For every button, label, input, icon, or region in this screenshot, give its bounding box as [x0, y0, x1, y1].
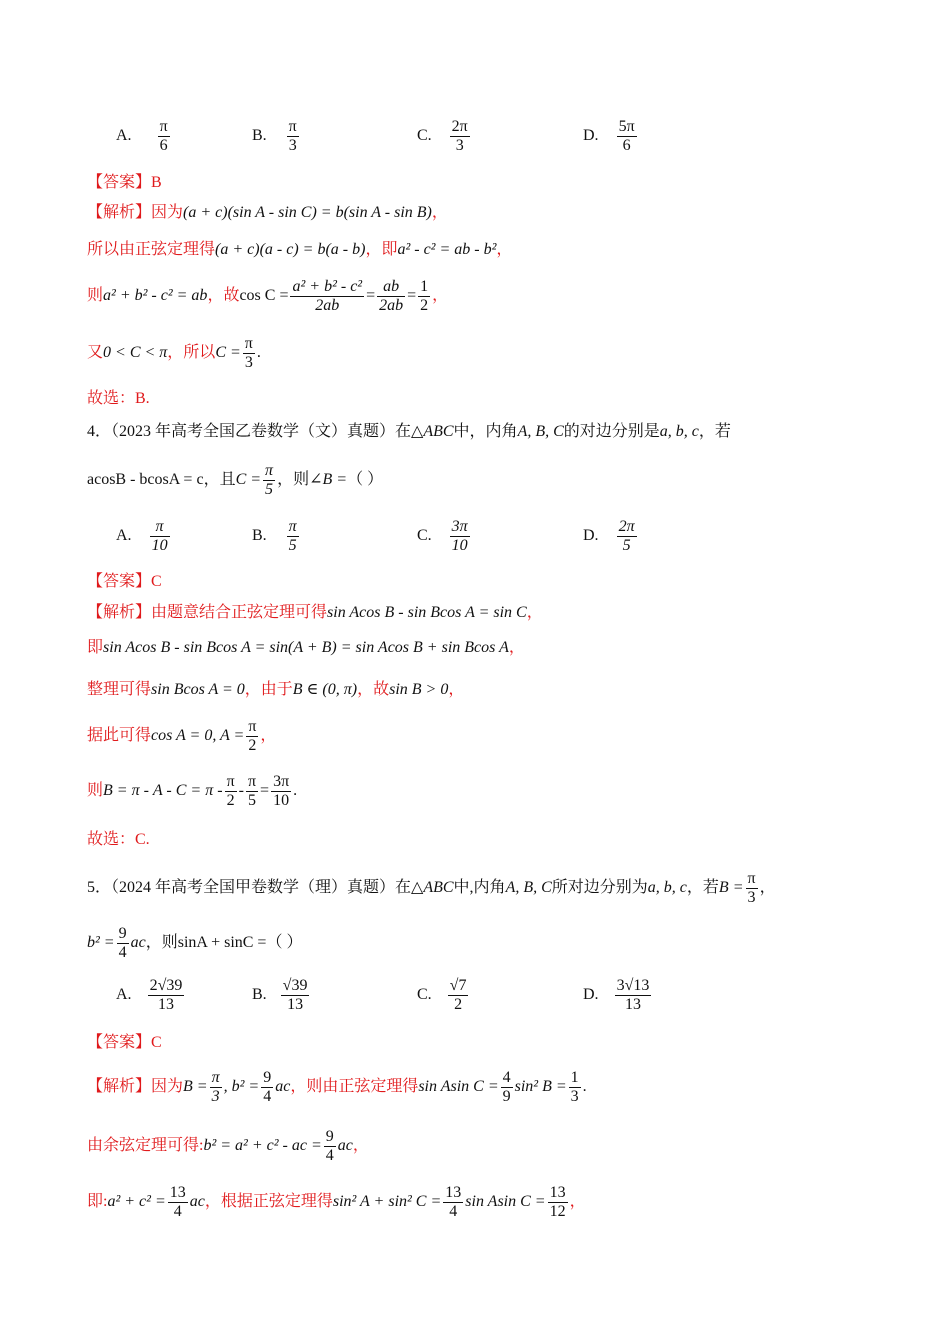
- option-letter: D.: [583, 127, 599, 145]
- math-expression: ∠B =: [309, 471, 348, 489]
- numerator: 2π: [618, 518, 635, 535]
- option-letter: B.: [252, 527, 267, 545]
- punctuation: ，: [352, 1137, 369, 1155]
- analysis-text: 即:: [87, 1193, 108, 1211]
- q3-analysis-line-2: [87, 240, 512, 260]
- numerator: π: [244, 335, 253, 352]
- question-text: ，则: [277, 471, 310, 489]
- denominator: 4: [449, 1203, 458, 1220]
- math-expression: C =: [215, 344, 241, 362]
- fraction: [443, 1184, 463, 1221]
- denominator: 4: [118, 944, 127, 961]
- question-text: 所对边分别为: [551, 879, 648, 897]
- punctuation: ，: [759, 879, 776, 897]
- denominator: 13: [287, 996, 304, 1013]
- math-expression: sin Asin C =: [465, 1193, 546, 1211]
- denominator: 10: [151, 537, 168, 554]
- math-expression: a, b, c: [647, 879, 687, 897]
- denominator: 2: [248, 737, 257, 754]
- analysis-text: 所以由正弦定理得: [87, 241, 216, 258]
- denominator: 3: [211, 1088, 220, 1105]
- fraction: [501, 1069, 513, 1106]
- option-fraction: [617, 518, 637, 555]
- numerator: 2√39: [149, 977, 183, 994]
- numerator: 4: [502, 1069, 511, 1086]
- question-text: ，则: [145, 934, 178, 952]
- denominator: 6: [159, 137, 168, 154]
- q4-analysis-line-3: [87, 680, 464, 700]
- option-letter: B.: [252, 127, 267, 145]
- fraction: [246, 773, 258, 810]
- fraction: [117, 925, 129, 962]
- math-expression: sin Acos B - sin Bcos A = sin C: [327, 604, 527, 621]
- numerator: a² + b² - c²: [292, 278, 363, 295]
- option-letter: A.: [116, 127, 132, 145]
- math-expression: A, B, C: [517, 423, 564, 440]
- punctuation: ，: [431, 204, 448, 221]
- option-a: [116, 518, 172, 555]
- analysis-text: 则: [87, 287, 104, 305]
- q4-analysis-line-4: [87, 718, 276, 755]
- option-d: [583, 977, 653, 1014]
- numerator: 5π: [618, 118, 635, 135]
- analysis-text: 【解析】因为: [87, 1078, 184, 1096]
- math-expression: ac: [275, 1078, 291, 1096]
- q4-analysis-line-1: [87, 603, 543, 623]
- denominator: 3: [570, 1088, 579, 1105]
- option-letter: D.: [583, 986, 599, 1004]
- math-expression: △ABC: [411, 879, 454, 897]
- analysis-text: 又: [87, 344, 104, 362]
- analysis-text: 整理可得: [87, 681, 152, 698]
- math-expression: a² + c² =: [107, 1193, 166, 1211]
- math-expression: B =: [718, 879, 744, 897]
- fraction: [324, 1128, 336, 1165]
- analysis-label: 【解析】因为: [87, 204, 184, 221]
- numerator: π: [288, 118, 297, 135]
- punctuation: ，: [569, 1193, 586, 1211]
- numerator: π: [265, 462, 274, 479]
- question-text: ，若: [686, 879, 719, 897]
- fraction: [377, 278, 405, 315]
- question-text: 中，内角: [453, 423, 518, 440]
- numerator: π: [159, 118, 168, 135]
- denominator: 2: [420, 297, 429, 314]
- numerator: 3√13: [616, 977, 650, 994]
- denominator: 13: [624, 996, 641, 1013]
- question-text: 5．（2024 年高考全国甲卷数学（理）真题）在: [87, 879, 412, 897]
- q4-stem-line-1: [87, 422, 731, 442]
- question-text: ，且: [203, 471, 236, 489]
- option-fraction: [450, 518, 470, 555]
- option-c: [417, 118, 472, 155]
- numerator: 13: [549, 1184, 566, 1201]
- math-expression: ac: [189, 1193, 205, 1211]
- fraction: [168, 1184, 188, 1221]
- denominator: 3: [455, 137, 464, 154]
- math-expression: a² - c² = ab - b²: [397, 241, 497, 258]
- fraction: [210, 1069, 222, 1106]
- q3-choose: 故选：B.: [87, 390, 150, 407]
- q4-answer: 【答案】C: [87, 573, 162, 590]
- question-text: ，若: [698, 423, 731, 440]
- punctuation: ，: [448, 681, 465, 698]
- fraction: [246, 718, 258, 755]
- fraction: [261, 1069, 273, 1106]
- math-expression: C =: [235, 471, 262, 489]
- numerator: 1: [570, 1069, 579, 1086]
- numerator: π: [747, 870, 756, 887]
- punctuation: .: [256, 344, 261, 362]
- fraction: [243, 335, 255, 372]
- question-text: 4．（2023 年高考全国乙卷数学（文）真题）在: [87, 423, 412, 440]
- q5-stem-line-1: [87, 870, 776, 907]
- math-expression: B ∈ (0, π): [292, 681, 358, 698]
- analysis-text: 【解析】由题意结合正弦定理可得: [87, 604, 328, 621]
- fraction: [263, 462, 275, 499]
- numerator: 3π: [273, 773, 290, 790]
- option-b: [252, 977, 311, 1014]
- option-fraction: [615, 977, 652, 1014]
- analysis-text: ，所以: [167, 344, 216, 362]
- math-expression: A, B, C: [505, 879, 552, 897]
- option-letter: B.: [252, 986, 267, 1004]
- numerator: 3π: [451, 518, 468, 535]
- numerator: √39: [282, 977, 308, 994]
- math-expression: sin B > 0: [389, 681, 449, 698]
- math-expression: △ABC: [411, 423, 454, 440]
- analysis-text: ，由于: [244, 681, 293, 698]
- fraction: [290, 278, 364, 315]
- numerator: π: [248, 718, 257, 735]
- option-fraction: [158, 118, 170, 155]
- numerator: 2π: [451, 118, 468, 135]
- option-fraction: [287, 518, 299, 555]
- option-b: [252, 118, 301, 155]
- option-a: [116, 118, 172, 155]
- denominator: 10: [273, 792, 290, 809]
- analysis-text: ，故: [357, 681, 390, 698]
- numerator: ab: [377, 278, 405, 297]
- option-fraction: [617, 118, 637, 155]
- fraction: [548, 1184, 568, 1221]
- q3-analysis-line-3: 则a² + b² - c² = ab，故cos C = $\frac{\text{a² + b² - c²}}{2ab}$ = $\frac{ab}{2ab}$ = $\frac{1}{2}$ ，: [87, 278, 449, 314]
- denominator: 5: [622, 537, 631, 554]
- fraction: [746, 870, 758, 907]
- numerator: 13: [169, 1184, 186, 1201]
- math-expression: , b² =: [223, 1078, 260, 1096]
- punctuation: ，: [432, 287, 449, 305]
- option-letter: A.: [116, 527, 132, 545]
- math-expression: sin Bcos A = 0: [151, 681, 245, 698]
- denominator: 13: [157, 996, 174, 1013]
- fraction: [418, 278, 430, 315]
- analysis-text: 即: [87, 639, 104, 656]
- denominator: 12: [549, 1203, 566, 1220]
- numerator: 13: [445, 1184, 462, 1201]
- analysis-text: ，根据正弦定理得: [204, 1193, 333, 1211]
- math-expression: (a + c)(a - c) = b(a - b): [215, 241, 366, 258]
- punctuation: ，: [496, 241, 513, 258]
- option-d: [583, 518, 639, 555]
- option-fraction: [150, 518, 170, 555]
- fraction: [569, 1069, 581, 1106]
- denominator: 2ab: [315, 297, 340, 314]
- math-expression: a² + b² - c² = ab: [103, 287, 208, 305]
- numerator: 1: [420, 278, 429, 295]
- q5-analysis-line-3: [87, 1184, 586, 1221]
- fraction: [271, 773, 291, 810]
- math-expression: B = π - A - C = π -: [103, 782, 223, 800]
- denominator: 10: [451, 537, 468, 554]
- q5-analysis-line-1: [87, 1069, 587, 1106]
- q4-analysis-line-2: [87, 638, 525, 658]
- option-fraction: [450, 118, 470, 155]
- math-expression: b² = a² + c² - ac =: [203, 1137, 322, 1155]
- option-letter: D.: [583, 527, 599, 545]
- numerator: √7: [449, 977, 467, 994]
- analysis-text: ，则由正弦定理得: [290, 1078, 419, 1096]
- punctuation: ，: [260, 727, 277, 745]
- numerator: 9: [325, 1128, 334, 1145]
- denominator: 5: [248, 792, 256, 809]
- denominator: 5: [265, 481, 274, 498]
- option-c: [417, 977, 470, 1014]
- math-expression: sinA + sinC =: [177, 934, 267, 952]
- punctuation: ，: [526, 604, 543, 621]
- q5-stem-line-2: [87, 925, 302, 962]
- analysis-text: 据此可得: [87, 727, 152, 745]
- punctuation: ，: [508, 639, 525, 656]
- analysis-text: ，即: [365, 241, 398, 258]
- math-expression: sin² A + sin² C =: [332, 1193, 442, 1211]
- analysis-text: 由余弦定理可得:: [87, 1137, 204, 1155]
- math-expression: 0 < C < π: [103, 344, 168, 362]
- numerator: π: [226, 773, 235, 790]
- option-letter: A.: [116, 986, 132, 1004]
- denominator: 6: [622, 137, 631, 154]
- math-expression: sin² B =: [514, 1078, 567, 1096]
- denominator: 9: [502, 1088, 511, 1105]
- option-letter: C.: [417, 527, 432, 545]
- operator: =: [260, 782, 270, 800]
- analysis-text: ，故: [207, 287, 240, 305]
- math-expression: ac: [337, 1137, 353, 1155]
- q4-analysis-line-5: [87, 773, 297, 810]
- option-d: [583, 118, 639, 155]
- analysis-text: 则: [87, 782, 104, 800]
- option-c: [417, 518, 472, 555]
- math-expression: sin Asin C =: [418, 1078, 499, 1096]
- math-expression: acosB - bcosA = c: [87, 471, 204, 489]
- q3-analysis-line-1: [87, 203, 448, 223]
- math-expression: B =: [183, 1078, 208, 1096]
- q5-answer: 【答案】C: [87, 1034, 162, 1051]
- option-fraction: [448, 977, 469, 1014]
- math-expression: cos A = 0, A =: [151, 727, 245, 745]
- denominator: 2: [454, 996, 463, 1013]
- denominator: 3: [288, 137, 297, 154]
- option-fraction: [287, 118, 299, 155]
- q4-choose: 故选：C.: [87, 831, 150, 848]
- denominator: 3: [747, 889, 756, 906]
- punctuation: .: [582, 1078, 587, 1096]
- math-expression: (a + c)(sin A - sin C) = b(sin A - sin B): [183, 204, 432, 221]
- q3-answer: 【答案】B: [87, 174, 162, 191]
- q4-stem-line-2: [87, 462, 383, 499]
- numerator: 9: [263, 1069, 272, 1086]
- option-a: [116, 977, 186, 1014]
- denominator: 4: [325, 1147, 334, 1164]
- math-expression: a, b, c: [659, 423, 699, 440]
- denominator: 3: [244, 354, 253, 371]
- question-text: 中,内角: [453, 879, 506, 897]
- option-letter: C.: [417, 127, 432, 145]
- answer-blank: （ ）: [347, 471, 384, 489]
- numerator: π: [150, 518, 170, 537]
- q3-analysis-line-4: [87, 335, 261, 372]
- denominator: 2ab: [379, 297, 404, 314]
- punctuation: .: [293, 782, 298, 800]
- option-letter: C.: [417, 986, 432, 1004]
- math-expression: cos C =: [239, 287, 289, 305]
- fraction: [225, 773, 237, 810]
- denominator: 4: [263, 1088, 272, 1105]
- answer-blank: （ ）: [266, 934, 303, 952]
- question-text: 的对边分别是: [563, 423, 660, 440]
- denominator: 5: [288, 537, 297, 554]
- math-expression: ac: [130, 934, 146, 952]
- numerator: π: [288, 518, 297, 535]
- math-expression: b² =: [87, 934, 115, 952]
- math-expression: sin Acos B - sin Bcos A = sin(A + B) = sin Acos B + sin Bcos A: [103, 639, 509, 656]
- option-fraction: [281, 977, 310, 1014]
- denominator: 2: [226, 792, 235, 809]
- option-b: [252, 518, 301, 555]
- denominator: 4: [173, 1203, 182, 1220]
- option-fraction: [148, 977, 185, 1014]
- numerator: π: [247, 773, 257, 790]
- q5-analysis-line-2: [87, 1128, 369, 1165]
- numerator: 9: [118, 925, 127, 942]
- numerator: π: [211, 1069, 220, 1086]
- operator: -: [238, 782, 244, 800]
